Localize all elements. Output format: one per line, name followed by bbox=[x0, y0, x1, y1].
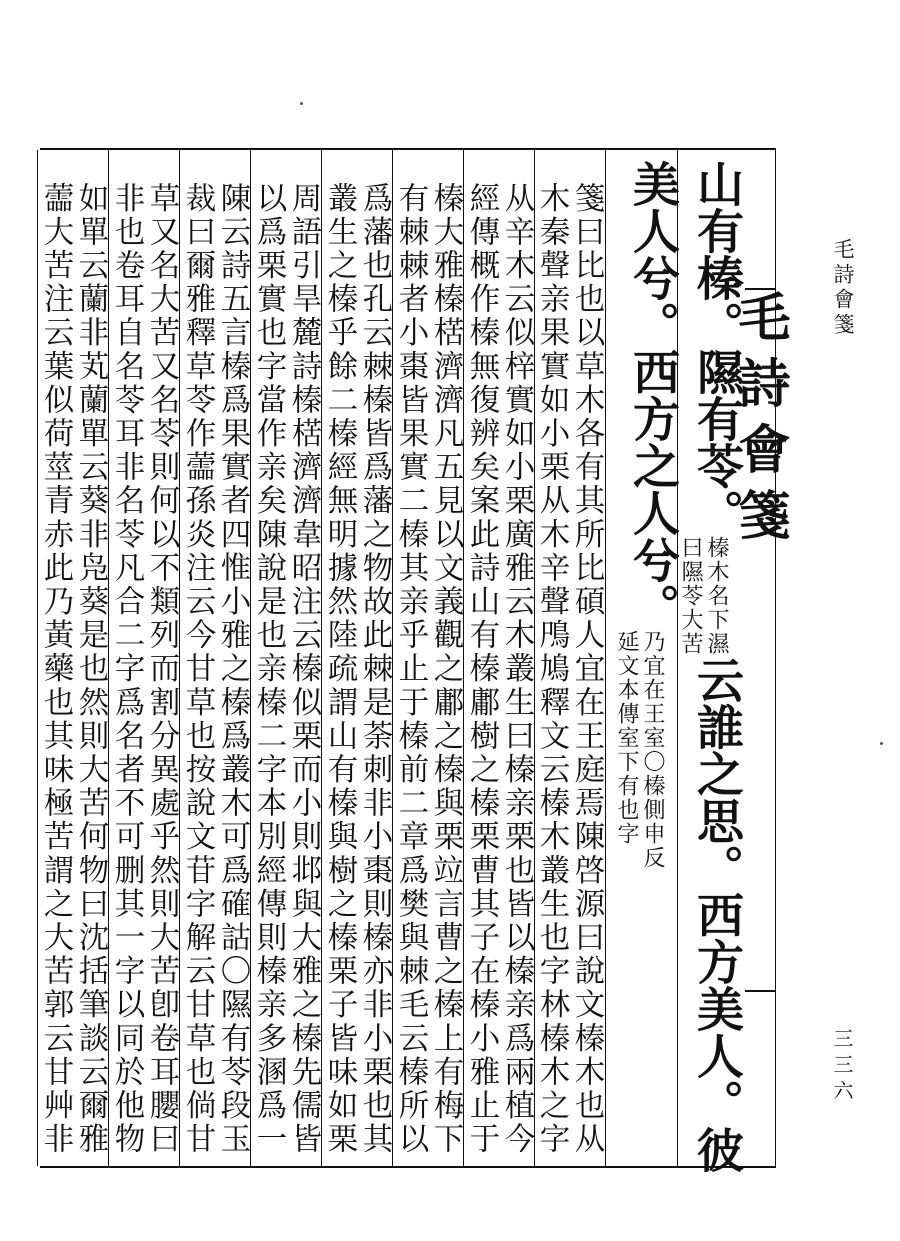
heading-main-text: 美人兮。西方之人兮。 bbox=[625, 160, 680, 630]
text-column: 草又名大苦又名苓則何以不類列而割分異處乎然則大苦卽卷耳䑍曰 bbox=[144, 182, 179, 1157]
running-title: 毛詩會箋 bbox=[831, 238, 855, 338]
page-number: 三三六 bbox=[830, 1028, 854, 1106]
heading-note bbox=[613, 630, 665, 870]
text-column: 周語引旱麓詩榛楛濟濟韋昭注云榛似栗而小則邶與大雅之榛先儒皆 bbox=[286, 182, 321, 1157]
text-column: 爲藩也孔云棘榛皆爲藩之物故此棘是荼刺非小棗則榛亦非小栗也其 bbox=[357, 182, 392, 1157]
edge-mark bbox=[745, 288, 775, 290]
column-rule bbox=[775, 150, 776, 1166]
text-column: 从辛木云似梓實如小栗廣雅云木叢生曰榛亲栗也皆以榛亲爲兩植今 bbox=[499, 182, 534, 1157]
heading-note-right: 榛木名下濕 bbox=[704, 536, 729, 656]
scan-speck bbox=[300, 102, 303, 105]
text-column: 陳云詩五言榛爲果實者四惟小雅之榛爲叢木可爲確詁〇隰有苓段玉 bbox=[215, 182, 250, 1157]
heading-note-left: 延文本傳室下有也字 bbox=[614, 630, 639, 846]
text-column: 箋曰比也以草木各有其所比碩人宜在王庭焉陳啓源曰說文榛木也从 bbox=[569, 182, 604, 1157]
heading-main-text: 山有榛。隰有苓。 bbox=[689, 160, 744, 536]
heading-note-left: 曰隰苓大苦 bbox=[678, 536, 703, 656]
heading-column bbox=[614, 150, 680, 1176]
text-column: 非也卷耳自名苓耳非名苓凡合二字爲名者不可删其一字以同於他物 bbox=[109, 182, 144, 1157]
scan-speck bbox=[880, 742, 883, 745]
edge-mark bbox=[745, 990, 775, 992]
text-column: 以爲栗實也字當作亲矣陳說是也亲榛二字本別經傳則榛亲多溷爲一 bbox=[251, 182, 286, 1157]
text-column: 經傳概作榛無復辨矣案此詩山有榛鄘樹之榛栗曹其子在榛小雅止于 bbox=[464, 182, 499, 1157]
text-column: 如單云蘭非芄蘭單云葵非凫葵是也然則大苦何物曰沈括筆談云爾雅 bbox=[73, 182, 108, 1157]
text-column: 榛大雅榛楛濟濟凡五見以文義觀之鄘之榛與栗竝言曹之榛上有梅下 bbox=[428, 182, 463, 1157]
heading-column bbox=[678, 150, 744, 1176]
text-column: 叢生之榛乎餘二榛經無明據然陸疏謂山有榛與樹之榛栗子皆味如栗 bbox=[322, 182, 357, 1157]
column-rule bbox=[677, 150, 678, 1166]
text-column: 蘦大苦注云葉似荷莖青赤此乃黃藥也其味極苦謂之大苦郭云甘艸非 bbox=[38, 182, 73, 1157]
text-column: 木秦聲亲果實如小栗从木辛聲鳲鳩釋文云榛木叢生也字林榛木之字 bbox=[534, 182, 569, 1157]
heading-note bbox=[677, 536, 729, 656]
text-column: 有棘棘者小棗皆果實二榛其亲乎止于榛前二章爲樊與棘毛云榛所以 bbox=[393, 182, 428, 1157]
text-column: 裁曰爾雅釋草苓作蘦孫炎注云今甘草也按說文苷字解云甘草也倘甘 bbox=[180, 182, 215, 1157]
edge-title: 毛詩會箋 bbox=[729, 290, 790, 554]
heading-note-right: 乃宜在王室〇榛側申反 bbox=[640, 630, 665, 870]
heading-main-text: 云誰之思。西方美人。彼 bbox=[689, 656, 744, 1173]
